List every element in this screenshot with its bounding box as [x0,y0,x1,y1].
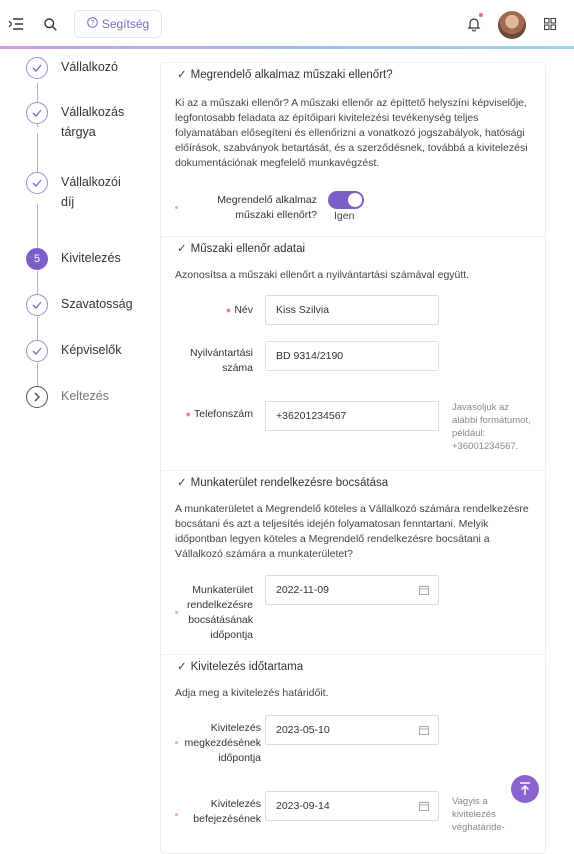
step-vallalkozas-targya[interactable] [26,102,141,142]
check-icon: ✓ [177,69,187,81]
start-date-input[interactable] [265,715,439,745]
chevron-right-icon [26,386,48,408]
site-date-input[interactable] [265,575,439,605]
check-icon [26,340,48,362]
section-description: Azonosítsa a műszaki ellenőrt a nyilvántartási számával együtt. [175,269,470,281]
required-marker [175,611,178,614]
check-icon [26,57,48,79]
section-title: ✓ Kivitelezés időtartama [177,661,304,673]
step-szavatossag[interactable] [26,294,133,316]
section-description: A munkaterületet a Megrendelő köteles a Vállalkozó számára rendelkezésre bocsátani és azt a teljesítés idején folyamatosan fenntartani. Melyik időpontban legyen köteles a Megrendelő rendelkezésre bocsátani a Vállalkozó számára a munkaterületet? [175,503,529,560]
bell-icon[interactable] [466,16,482,32]
start-date-value: 2023-05-10 [276,724,330,736]
step-kepviselok[interactable] [26,340,121,362]
end-date-input[interactable] [265,791,439,821]
apps-grid-icon[interactable] [543,17,557,31]
step-label: Vállalkozás tárgya [61,105,125,139]
required-marker [175,741,178,744]
step-vallalkozo[interactable] [26,57,141,79]
search-icon[interactable] [42,16,58,32]
section-title: ✓ Megrendelő alkalmaz műszaki ellenőrt? [177,69,393,81]
step-label: Képviselők [61,343,122,357]
toggle-value: Igen [334,210,355,222]
registration-label: Nyilvántartási száma [189,347,253,374]
help-label: Segítség [101,17,150,31]
arrow-up-icon [519,782,531,796]
end-date-hint: Vagyis a kivitelezés véghatáride- [452,796,505,833]
required-marker [175,206,178,209]
end-date-value: 2023-09-14 [276,800,330,812]
end-date-label: Kivitelezés befejezésének [193,798,261,825]
name-label: ● Név [225,304,253,316]
step-label: Kivitelezés [61,251,121,265]
header-divider [0,46,574,49]
site-date-label: Munkaterület rendelkezésre bocsátásának időpontja [187,584,253,641]
section-site [160,470,546,666]
inspector-toggle[interactable] [328,191,364,209]
phone-input[interactable]: +36201234567 [265,401,439,431]
step-vallalkozoi-dij[interactable] [26,172,133,212]
step-connector [37,363,38,387]
step-label: Szavatosság [61,297,133,311]
calendar-icon [419,585,429,595]
phone-hint: Javasoljuk az alábbi formátumot, például: +36001234567. [452,402,531,452]
step-label: Vállalkozói díj [61,175,121,209]
svg-text:?: ? [90,20,95,27]
step-kivitelezes[interactable] [26,248,121,270]
help-button[interactable] [74,10,162,38]
section-description: Ki az a műszaki ellenőr? A műszaki ellenőr az építtető helyszíni képviselője, legfontosabb feladata az építőipari kivitelezési tevékenység teljes folyamatában elősegíteni és ellenőrizni a vonatkozó jogszabályok, hatósági előírások, szabványok betartását, és a szerződésnek, továbbá a kivitelezési dokumentációnak megfelelő munkavégzést. [175,97,528,169]
avatar[interactable] [498,11,526,39]
required-marker [175,813,178,816]
help-icon [87,17,98,31]
top-bar [0,0,574,48]
site-date-value: 2022-11-09 [276,584,329,596]
step-keltezes[interactable] [26,386,109,408]
scroll-to-top-button[interactable] [511,775,539,803]
form-content [160,50,574,833]
calendar-icon [419,725,429,735]
step-label: Keltezés [61,389,109,403]
wizard-stepper [0,50,160,826]
name-input[interactable]: Kiss Szilvia [265,295,439,325]
check-icon: ✓ [177,661,187,673]
check-icon: ✓ [177,243,187,255]
registration-input[interactable]: BD 9314/2190 [265,341,439,371]
calendar-icon [419,801,429,811]
check-icon [26,102,48,124]
check-icon: ✓ [177,477,187,489]
check-icon [26,294,48,316]
section-duration [160,654,546,854]
notification-dot [479,13,483,17]
section-title: ✓ Műszaki ellenőr adatai [177,243,306,255]
start-date-label: Kivitelezés megkezdésének időpontja [184,722,261,764]
section-description: Adja meg a kivitelezés határidőit. [175,687,329,699]
step-number: 5 [26,248,48,270]
menu-collapse-icon[interactable] [8,16,24,32]
toggle-label: Megrendelő alkalmaz műszaki ellenőrt? [217,194,317,221]
phone-label: ● Telefonszám [185,408,253,420]
check-icon [26,172,48,194]
section-title: ✓ Munkaterület rendelkezésre bocsátása [177,477,389,489]
section-inspector [160,62,546,246]
step-label: Vállalkozó [61,60,118,74]
section-inspector-data [160,236,546,482]
